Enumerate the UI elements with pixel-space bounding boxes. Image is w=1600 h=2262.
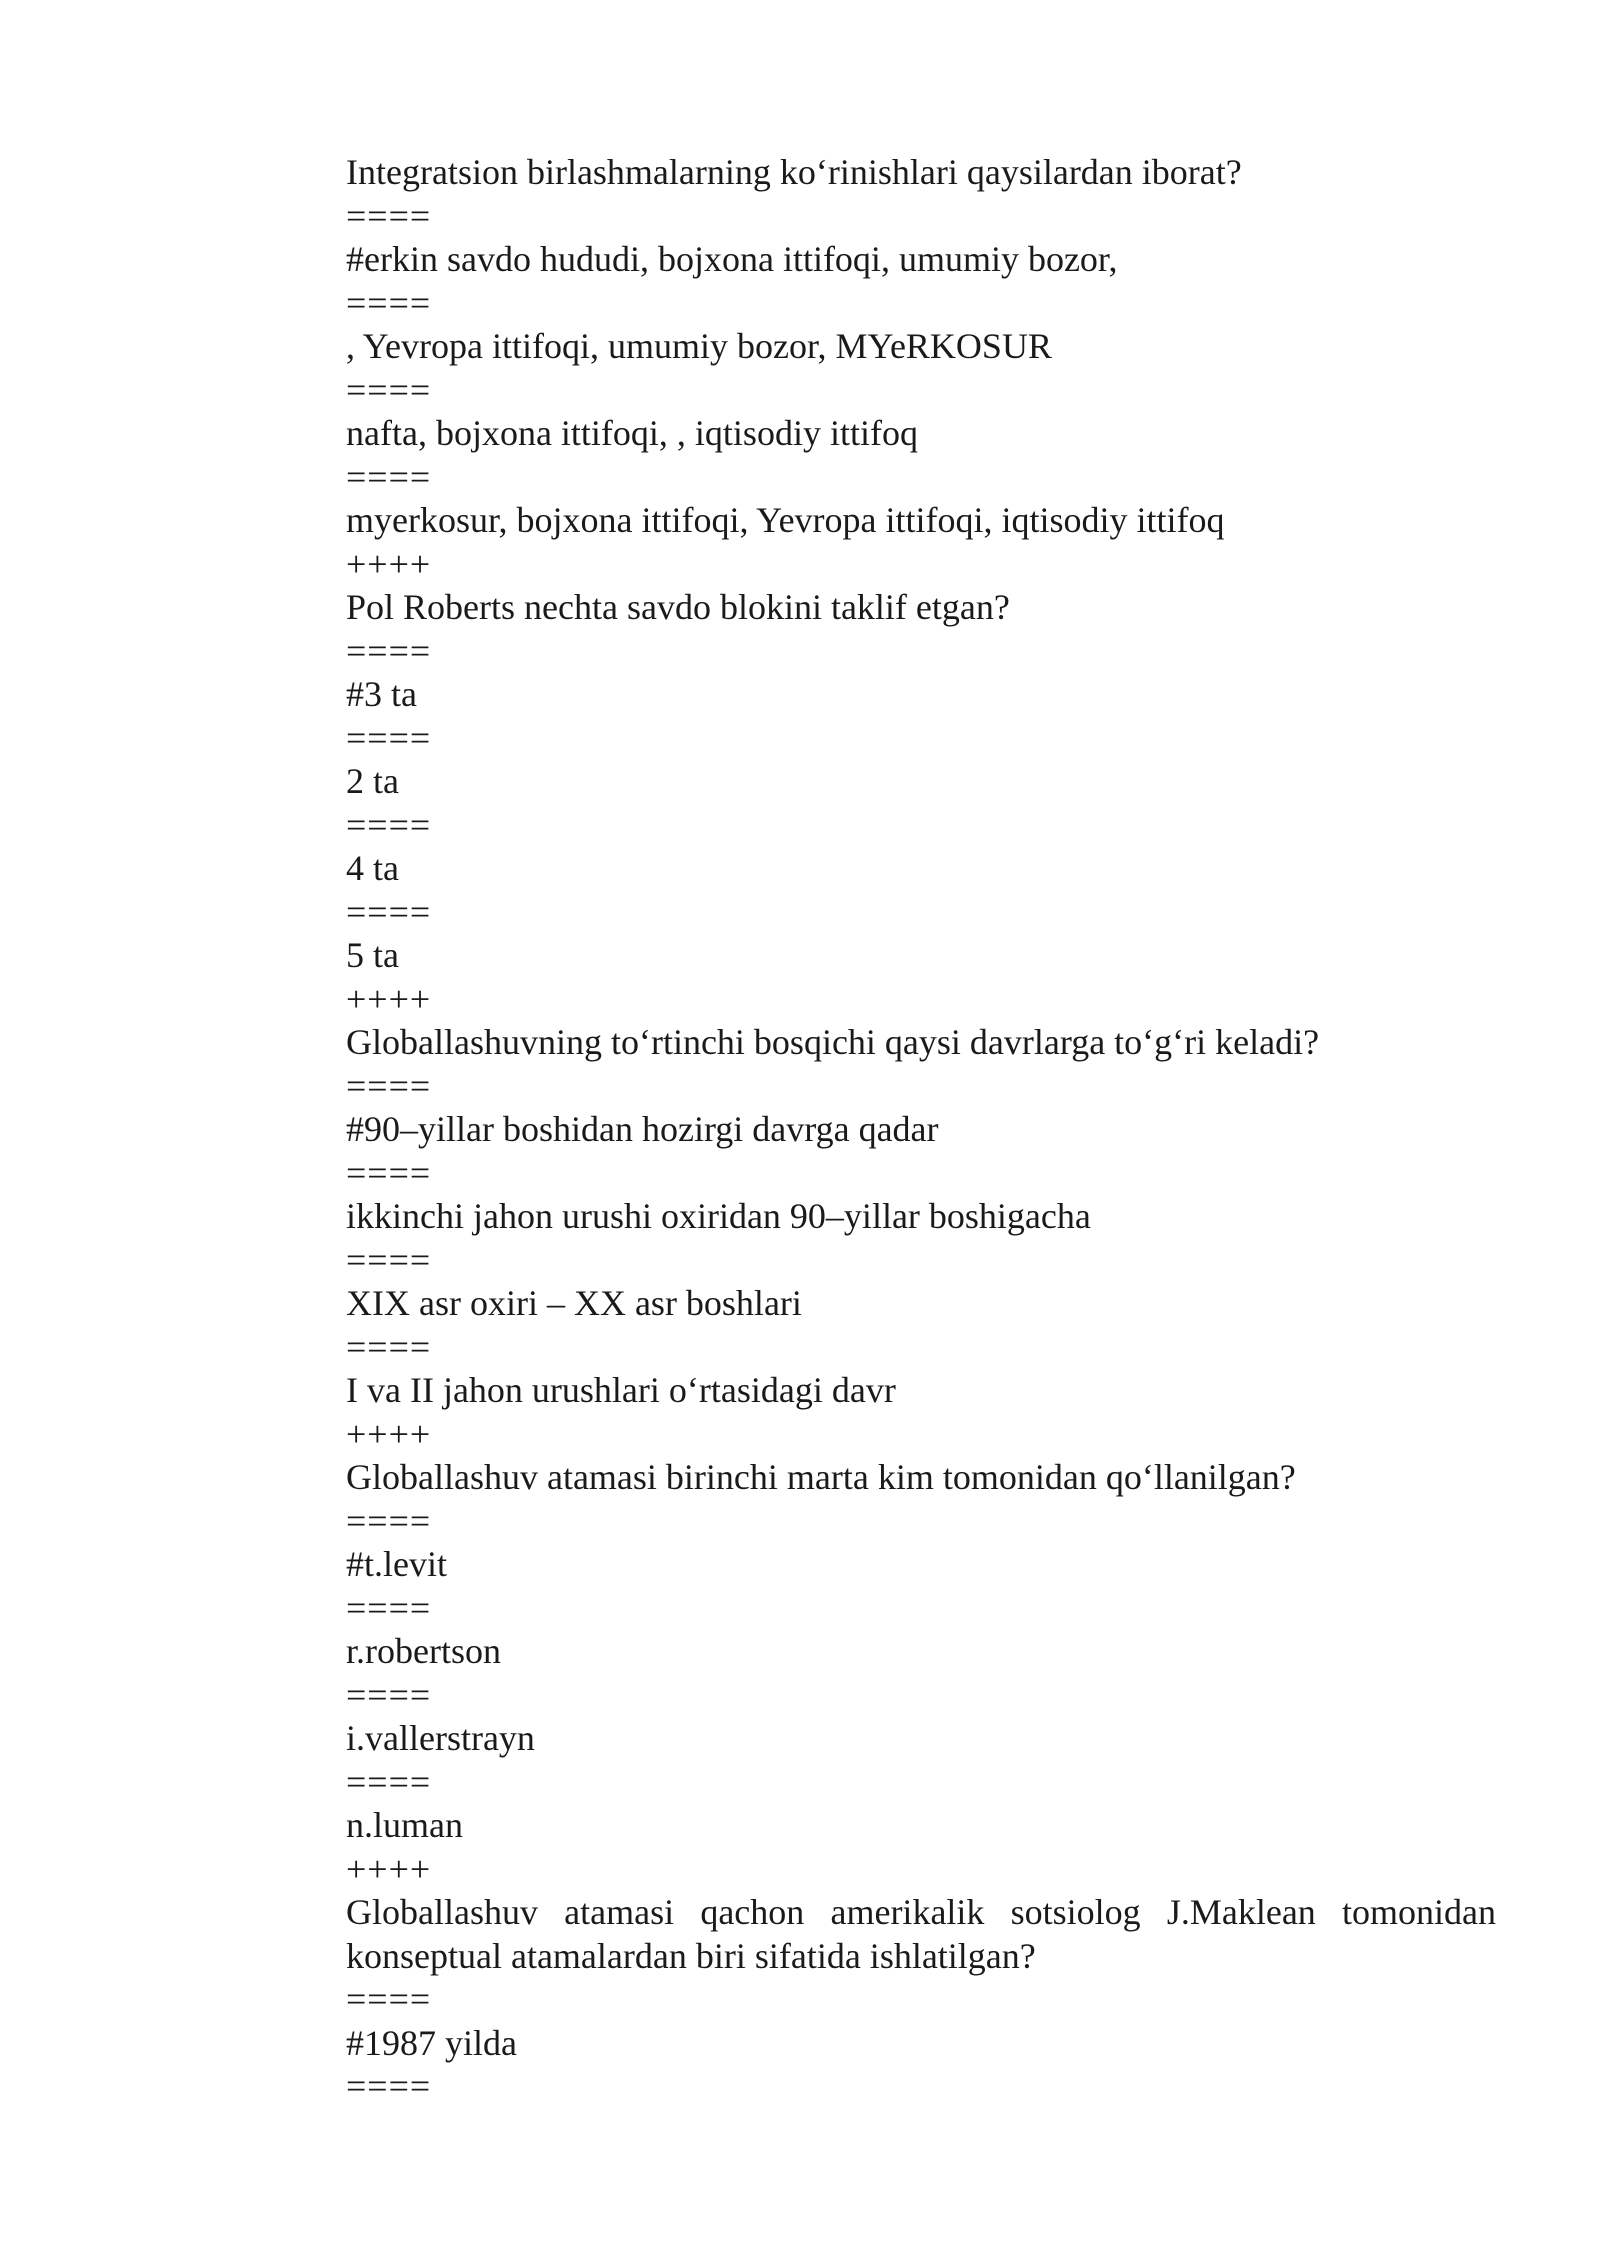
separator-line: ==== — [346, 1674, 432, 1715]
separator-line: ==== — [346, 1065, 432, 1106]
separator-line: ==== — [346, 804, 432, 845]
answer-line: 5 ta — [346, 935, 399, 975]
separator-line: ==== — [346, 1979, 432, 2019]
answer-line: XIX asr oxiri – XX asr boshlari — [346, 1283, 802, 1323]
answer-line: 2 ta — [346, 761, 399, 801]
separator-line: ==== — [346, 1152, 432, 1193]
separator-line: ==== — [346, 195, 432, 236]
question-line: Integratsion birlashmalarning ko‘rinishlari qaysilardan iborat? — [346, 152, 1242, 192]
question-line: Globallashuvning to‘rtinchi bosqichi qaysi davrlarga to‘g‘ri keladi? — [346, 1022, 1320, 1062]
separator-line: ==== — [346, 282, 432, 323]
answer-line: #3 ta — [346, 674, 417, 714]
answer-line: , Yevropa ittifoqi, umumiy bozor, MYeRKOSUR — [346, 326, 1052, 366]
separator-line: ++++ — [346, 1848, 432, 1889]
separator-line: ==== — [346, 1587, 432, 1628]
answer-line: n.luman — [346, 1805, 463, 1845]
separator-line: ==== — [346, 1500, 432, 1541]
answer-line: ikkinchi jahon urushi oxiridan 90–yillar boshigacha — [346, 1196, 1091, 1236]
separator-line: ==== — [346, 891, 432, 932]
answer-line: #90–yillar boshidan hozirgi davrga qadar — [346, 1109, 939, 1149]
question-line: Pol Roberts nechta savdo blokini taklif etgan? — [346, 587, 1010, 627]
separator-line: ==== — [346, 1239, 432, 1280]
answer-line: 4 ta — [346, 848, 399, 888]
answer-line: myerkosur, bojxona ittifoqi, Yevropa ittifoqi, iqtisodiy ittifoq — [346, 500, 1225, 540]
separator-line: ==== — [346, 369, 432, 410]
separator-line: ++++ — [346, 1413, 432, 1454]
separator-line: ==== — [346, 717, 432, 758]
separator-line: ==== — [346, 2066, 432, 2106]
answer-line: I va II jahon urushlari o‘rtasidagi davr — [346, 1370, 896, 1410]
separator-line: ==== — [346, 1761, 432, 1802]
answer-line: #t.levit — [346, 1544, 447, 1584]
answer-line: #1987 yilda — [346, 2022, 517, 2063]
document-page — [346, 151, 1496, 2109]
answer-line: r.robertson — [346, 1631, 501, 1671]
separator-line: ++++ — [346, 543, 432, 584]
separator-line: ==== — [346, 1326, 432, 1367]
question-line: Globallashuv atamasi birinchi marta kim tomonidan qo‘llanilgan? — [346, 1457, 1296, 1497]
separator-line: ++++ — [346, 978, 432, 1019]
answer-line: #erkin savdo hududi, bojxona ittifoqi, umumiy bozor, — [346, 239, 1118, 279]
question-line: Globallashuv atamasi qachon amerikalik sotsiolog J.Maklean tomonidan konseptual atamalardan biri sifatida ishlatilgan? — [346, 1892, 1496, 1976]
separator-line: ==== — [346, 630, 432, 671]
answer-line: nafta, bojxona ittifoqi, , iqtisodiy ittifoq — [346, 413, 918, 453]
separator-line: ==== — [346, 456, 432, 497]
answer-line: i.vallerstrayn — [346, 1718, 535, 1758]
